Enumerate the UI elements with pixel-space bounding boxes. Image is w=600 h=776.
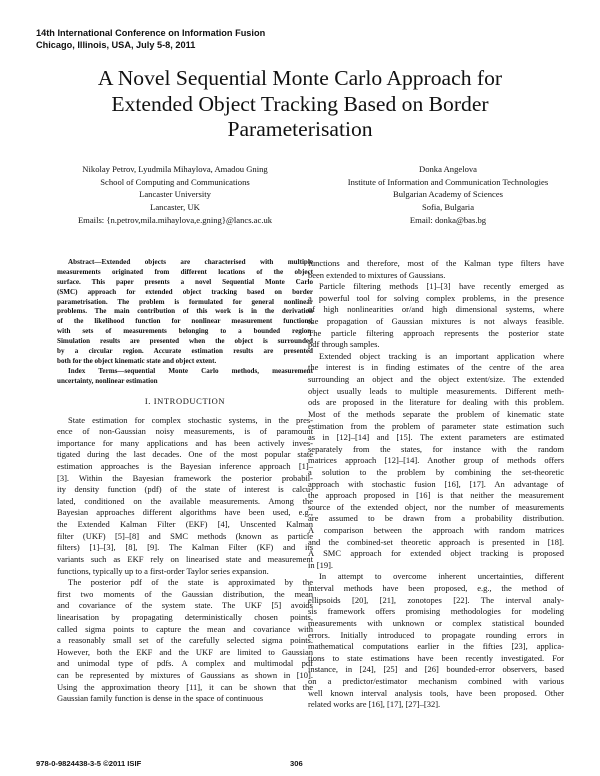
- index-terms: [57, 367, 313, 387]
- text-line: by a circular region. Accurate estimation results are presented: [57, 347, 313, 356]
- text-line: called sigma points to capture the mean and covariance with: [57, 623, 313, 634]
- text-line: pdf through samples.: [308, 339, 380, 350]
- text-line: Bayesian approaches different algorithms have been used, e.g.,: [57, 507, 313, 518]
- text-line: are assumed to be drawn from a probability distribution.: [308, 513, 564, 524]
- title-line: Parameterisation: [227, 117, 373, 141]
- text-line: ods are proposed in the literature for dealing with this problem.: [308, 397, 564, 408]
- text-line: surrounding an object and the object extent/size. The extended: [308, 374, 564, 385]
- text-line: object usually leads to multiple measurements. Different meth-: [308, 385, 564, 396]
- abstract: [57, 258, 313, 367]
- text-line: with sets of measurements belonging to a bounded region.: [57, 327, 313, 336]
- author-names: Nikolay Petrov, Lyudmila Mihaylova, Amadou Gning: [82, 164, 268, 174]
- text-line: mathematical computations earlier in the fifties [23], applica-: [308, 641, 564, 652]
- author-city: Sofia, Bulgaria: [421, 202, 475, 213]
- title-line: A Novel Sequential Monte Carlo Approach for: [97, 66, 503, 90]
- text-line: both for the object kinematic state and object extent.: [57, 356, 217, 365]
- text-line: the propagation of Gaussian mixtures is not always feasible.: [308, 316, 564, 327]
- text-line: ence of non-Gaussian noisy measurements, is of paramount: [57, 426, 313, 437]
- text-line: matrices approach [12]–[14]. Another group of methods offers: [308, 455, 564, 466]
- author-department: Institute of Information and Communication Technologies: [347, 176, 549, 187]
- text-line: the Extended Kalman Filter (EKF) [4], Unscented Kalman: [57, 519, 313, 530]
- author-city: Lancaster, UK: [150, 202, 200, 213]
- text-line: A SMC approach for extended object tracking is proposed: [308, 548, 564, 559]
- page-number: 306: [290, 759, 303, 768]
- text-line: sis framework offers promising methodologies for modeling: [308, 606, 564, 617]
- text-line: Using the approximation theory [11], it can be shown that the: [57, 681, 313, 692]
- text-line: tions to state estimations have been recently investigated. For: [308, 652, 564, 663]
- paragraph: [308, 258, 564, 281]
- text-line: measurements originated from different locations of the object: [57, 267, 313, 276]
- text-line: the approach proposed in [16] is that neither the measurement: [308, 490, 564, 501]
- text-line: filters) [1]–[3], [8], [9]. The Kalman Filter (KF) and its: [57, 542, 313, 553]
- conference-name: 14th International Conference on Information Fusion: [36, 28, 266, 38]
- section-heading: I. INTRODUCTION: [144, 395, 226, 406]
- author-department: School of Computing and Communications: [100, 176, 250, 187]
- left-body-text: [57, 415, 313, 705]
- text-line: the interest is in finding estimates of the centre of the area: [308, 362, 564, 373]
- author-block-right: [318, 163, 578, 227]
- text-line: approach with stochastic fusion [16], [17]. An advantage of: [308, 478, 564, 489]
- author-emails: Email: donka@bas.bg: [409, 214, 487, 225]
- author-block-left: [40, 163, 310, 227]
- author-university: Bulgarian Academy of Sciences: [392, 189, 503, 200]
- text-line: of the likelihood function for nonlinear measurement functions,: [57, 317, 313, 326]
- text-line: been extended to mixtures of Gaussians.: [308, 269, 446, 280]
- paragraph: [308, 281, 564, 351]
- paragraph: [57, 415, 313, 578]
- text-line: Extended object tracking is an important application where: [319, 350, 564, 361]
- footer-isbn: 978-0-9824438-3-5 ©2011 ISIF: [36, 759, 142, 768]
- text-line: ity density function (pdf) of the state of interest is calcu-: [57, 484, 313, 495]
- text-line: A comparison between the approach with random matrices: [308, 525, 564, 536]
- text-line: in [19].: [308, 559, 334, 570]
- text-line: Most of the methods separate the problem of kinematic state: [308, 408, 564, 419]
- text-line: estimation approaches is the Bayesian inference approach [1]–: [57, 461, 313, 472]
- text-line: parametrisation. The problem is formulated for general nonlinear: [57, 297, 313, 306]
- text-line: can be represented by mixtures of Gaussians as shown in [10].: [57, 669, 313, 680]
- author-university: Lancaster University: [139, 189, 211, 200]
- paragraph: [308, 351, 564, 572]
- author-emails: Emails: {n.petrov,mila.mihaylova,e.gning}@lancs.ac.uk: [77, 214, 273, 225]
- text-line: a reasonably small set of the carefully selected sigma points.: [57, 635, 313, 646]
- text-line: (SMC) approach for extended object tracking based on border: [57, 287, 313, 296]
- text-line: [3]. Within the Bayesian framework the posterior probabil-: [57, 472, 313, 483]
- text-line: measurements with unknown or complex statistical bounded: [308, 617, 564, 628]
- text-line: related works are [16], [17], [27]–[32].: [308, 699, 441, 710]
- text-line: first two moments of the Gaussian distribution, the mean: [57, 588, 313, 599]
- text-line: errors. Initially introduced to propagate rounding errors in: [308, 629, 564, 640]
- text-line: functions, typically up to a first-order Taylor series expansion.: [57, 565, 269, 576]
- title-line: Extended Object Tracking Based on Border: [111, 91, 489, 116]
- text-line: Abstract—Extended objects are characterised with multiple: [68, 258, 313, 266]
- text-line: a solution to the problem by combining the set-theoretic: [308, 466, 564, 477]
- text-line: functions and therefore, most of the Kalman type filters have: [308, 258, 564, 268]
- paper-title: [40, 66, 560, 143]
- text-line: Index Terms—sequential Monte Carlo methods, measurement: [68, 366, 313, 375]
- right-column: [308, 258, 564, 711]
- text-line: instance, in [24], [25] and [26] bounded-error observers, based: [308, 664, 564, 675]
- text-line: and covariance of the system state. The UKF [5] avoids: [57, 600, 313, 611]
- author-names: Donka Angelova: [419, 164, 477, 174]
- text-line: State estimation for complex stochastic systems, in the pres-: [68, 414, 313, 425]
- text-line: of high nonlinearities or/and high dimensional systems, where: [308, 304, 564, 315]
- text-line: uncertainty, nonlinear estimation: [57, 376, 158, 385]
- text-line: The posterior pdf of the state is approximated by the: [68, 577, 313, 588]
- conference-location: Chicago, Illinois, USA, July 5-8, 2011: [36, 39, 196, 50]
- text-line: Gaussian family function is dense in the space of continuous: [57, 693, 264, 704]
- text-line: problems. The main contribution of this work is in the derivation: [57, 307, 313, 316]
- text-line: as in [12]–[14] and [15]. The extent parameters are estimated: [308, 432, 564, 443]
- text-line: on a predictor/estimator mechanism combined with various: [308, 675, 564, 686]
- text-line: variants such as EKF rely on linearised state and measurement: [57, 553, 313, 564]
- text-line: filter (UKF) [5]–[8] and SMC methods (known as particle: [57, 530, 313, 541]
- conference-header: [36, 28, 265, 51]
- text-line: In attempt to overcome inherent uncertainties, different: [319, 571, 564, 582]
- text-line: separately from the states, for instance with the random: [308, 443, 564, 454]
- text-line: surface. This paper presents a novel Sequential Monte Carlo: [57, 277, 313, 286]
- text-line: well known interval analysis tools, have been proposed. Other: [308, 687, 564, 698]
- text-line: and unimodal type of pdfs. A complex and multimodal pdf: [57, 658, 313, 669]
- text-line: tigated during the last decades. One of the most popular state: [57, 449, 313, 460]
- text-line: However, both the EKF and the UKF are limited to Gaussian: [57, 646, 313, 657]
- text-line: estimation from the problem of parameter state estimation such: [308, 420, 564, 431]
- right-body-text: [308, 258, 564, 711]
- paragraph: [308, 571, 564, 710]
- left-column: [57, 258, 313, 705]
- text-line: The particle filtering approach represents the posterior state: [308, 327, 564, 338]
- text-line: source of the extended object, nor the number of measurements: [308, 501, 564, 512]
- text-line: linearisation by propagating deterministically chosen points,: [57, 611, 313, 622]
- text-line: importance for many applications and has been actively inves-: [57, 437, 313, 448]
- text-line: lated, conditioned on the available measurements. Among the: [57, 495, 313, 506]
- text-line: and the combined-set theoretic approach is presented in [18].: [308, 536, 564, 547]
- paragraph: [57, 577, 313, 705]
- text-line: a powerful tool for solving complex problems, in the presence: [308, 292, 564, 303]
- text-line: interval methods have been proposed, e.g., the method of: [308, 583, 564, 594]
- text-line: ellipsoids [20], [21], zonotopes [22]. The interval analy-: [308, 594, 564, 605]
- text-line: Particle filtering methods [1]–[3] have recently emerged as: [319, 281, 564, 292]
- text-line: Simulation results are presented when the object is surrounded: [57, 337, 313, 346]
